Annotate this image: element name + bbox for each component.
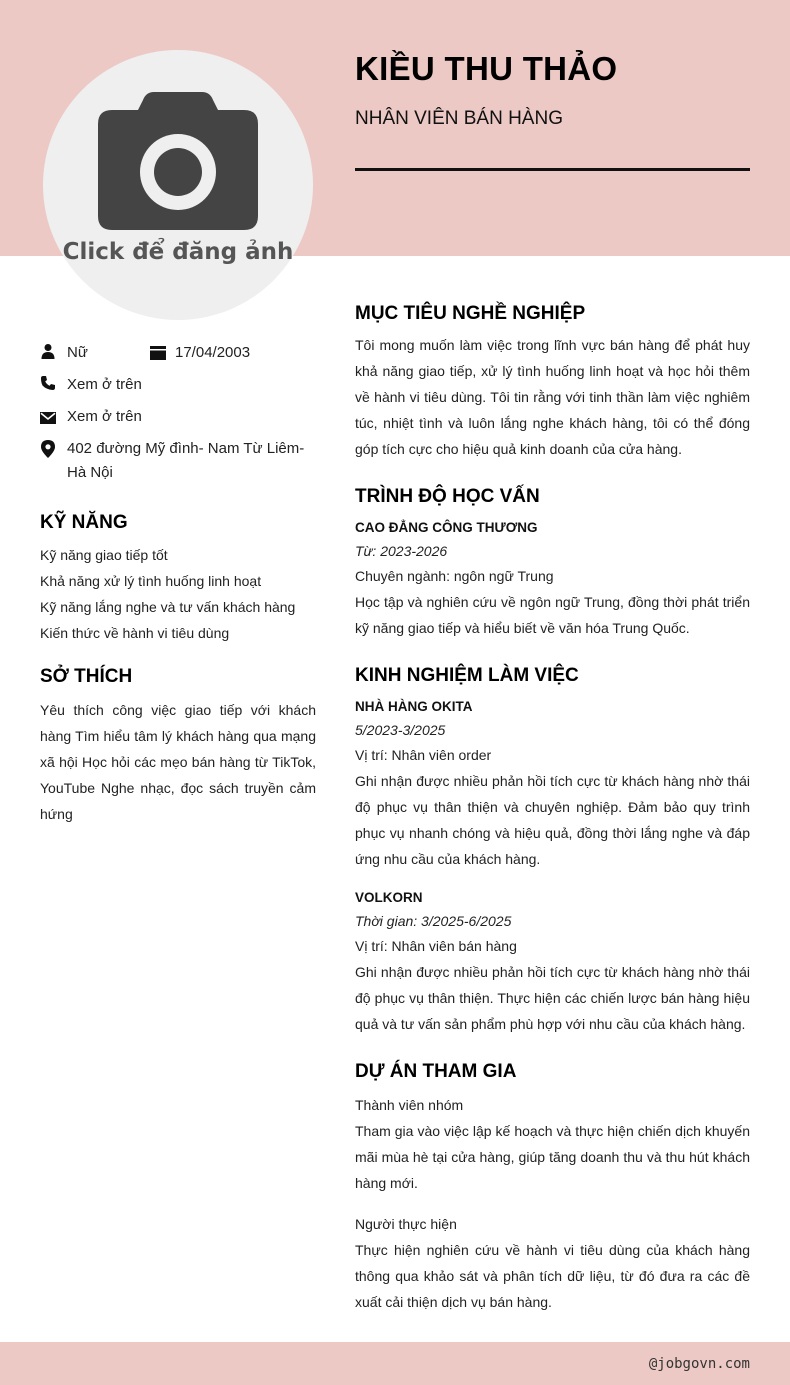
company-name: VOLKORN — [355, 890, 423, 905]
birthday-value: 17/04/2003 — [175, 344, 251, 361]
job-position: Vị trí: Nhân viên order — [355, 747, 492, 763]
education-major: Chuyên ngành: ngôn ngữ Trung — [355, 568, 554, 584]
gender-value: Nữ — [67, 344, 88, 361]
objective-title: MỤC TIÊU NGHỀ NGHIỆP — [355, 303, 586, 324]
skill-item: Khả năng xử lý tình huống linh hoạt — [40, 573, 262, 589]
calendar-icon — [150, 345, 166, 361]
skill-item: Kiến thức về hành vi tiêu dùng — [40, 625, 230, 641]
job-period: Thời gian: 3/2025-6/2025 — [355, 913, 512, 929]
job-period: 5/2023-3/2025 — [355, 722, 446, 738]
phone-value: Xem ở trên — [67, 376, 142, 393]
job-position: Vị trí: Nhân viên bán hàng — [355, 938, 517, 954]
camera-icon — [98, 90, 258, 230]
address-value: 402 đường Mỹ đình- Nam Từ Liêm- Hà Nội — [67, 440, 305, 481]
skill-item: Kỹ năng lắng nghe và tư vấn khách hàng — [40, 599, 296, 615]
project-role: Thành viên nhóm — [355, 1097, 464, 1113]
header-divider — [355, 168, 750, 171]
skill-item: Kỹ năng giao tiếp tốt — [40, 547, 168, 563]
hobbies-title: SỞ THÍCH — [40, 666, 133, 687]
candidate-name: KIỀU THU THẢO — [355, 50, 618, 87]
hobbies-text: Yêu thích công việc giao tiếp với khách hàng Tìm hiểu tâm lý khách hàng qua mạng xã hội Học hỏi các mẹo bán hàng từ TikTok, YouTube Nghe nhạc, đọc sách truyền cảm hứng — [40, 702, 316, 822]
footer-watermark: @jobgovn.com — [648, 1356, 750, 1372]
skills-title: KỸ NĂNG — [40, 512, 128, 533]
job-description: Ghi nhận được nhiều phản hồi tích cực từ khách hàng nhờ thái độ phục vụ thân thiện. Thực hiện các chiến lược bán hàng hiệu quả và tư vấn sản phẩm phù hợp với nhu cầu của khách hàng. — [355, 964, 750, 1032]
location-pin-icon — [40, 440, 56, 458]
education-description: Học tập và nghiên cứu về ngôn ngữ Trung, đồng thời phát triển kỹ năng giao tiếp và hiểu biết về văn hóa Trung Quốc. — [355, 594, 750, 636]
phone-icon — [40, 375, 56, 391]
job-description: Ghi nhận được nhiều phản hồi tích cực từ khách hàng nhờ thái độ phục vụ thân thiện và chuyên nghiệp. Đảm bảo quy trình phục vụ nhanh chóng và hiệu quả, đồng thời lắng nghe và đáp ứng nhu cầu của khách hàng. — [355, 773, 750, 867]
footer-band — [0, 1342, 790, 1385]
project-description: Tham gia vào việc lập kế hoạch và thực hiện chiến dịch khuyến mãi mùa hè tại cửa hàng, giúp tăng doanh thu và thu hút khách hàng mới. — [355, 1123, 750, 1191]
company-name: NHÀ HÀNG OKITA — [355, 699, 473, 714]
contact-email — [40, 405, 320, 429]
contact-address — [40, 437, 320, 487]
objective-text: Tôi mong muốn làm việc trong lĩnh vực bán hàng để phát huy khả năng giao tiếp, xử lý tình huống linh hoạt và học hỏi thêm về hành vi tiêu dùng. Tôi tin rằng với tinh thần làm việc nghiêm túc, nhiệt tình và luôn lắng nghe khách hàng, tôi có thể đóng góp tích cực cho hiệu quả kinh doanh của cửa hàng. — [355, 337, 750, 457]
experience-title: KINH NGHIỆM LÀM VIỆC — [355, 665, 579, 686]
project-role: Người thực hiện — [355, 1216, 457, 1232]
contact-birthday — [150, 341, 320, 365]
job-title: NHÂN VIÊN BÁN HÀNG — [355, 108, 563, 129]
school-name: CAO ĐẲNG CÔNG THƯƠNG — [355, 520, 538, 535]
mail-icon — [40, 410, 56, 426]
project-description: Thực hiện nghiên cứu về hành vi tiêu dùng của khách hàng thông qua khảo sát và phân tích dữ liệu, từ đó đưa ra các đề xuất cải thiện dịch vụ bán hàng. — [355, 1242, 750, 1310]
education-period: Từ: 2023-2026 — [355, 543, 448, 559]
education-title: TRÌNH ĐỘ HỌC VẤN — [355, 486, 540, 507]
contact-phone — [40, 373, 320, 397]
photo-upload-label: Click để đăng ảnh — [62, 239, 294, 265]
person-icon — [40, 343, 56, 359]
avatar-upload[interactable] — [43, 50, 313, 320]
email-value: Xem ở trên — [67, 408, 142, 425]
projects-title: DỰ ÁN THAM GIA — [355, 1061, 517, 1082]
